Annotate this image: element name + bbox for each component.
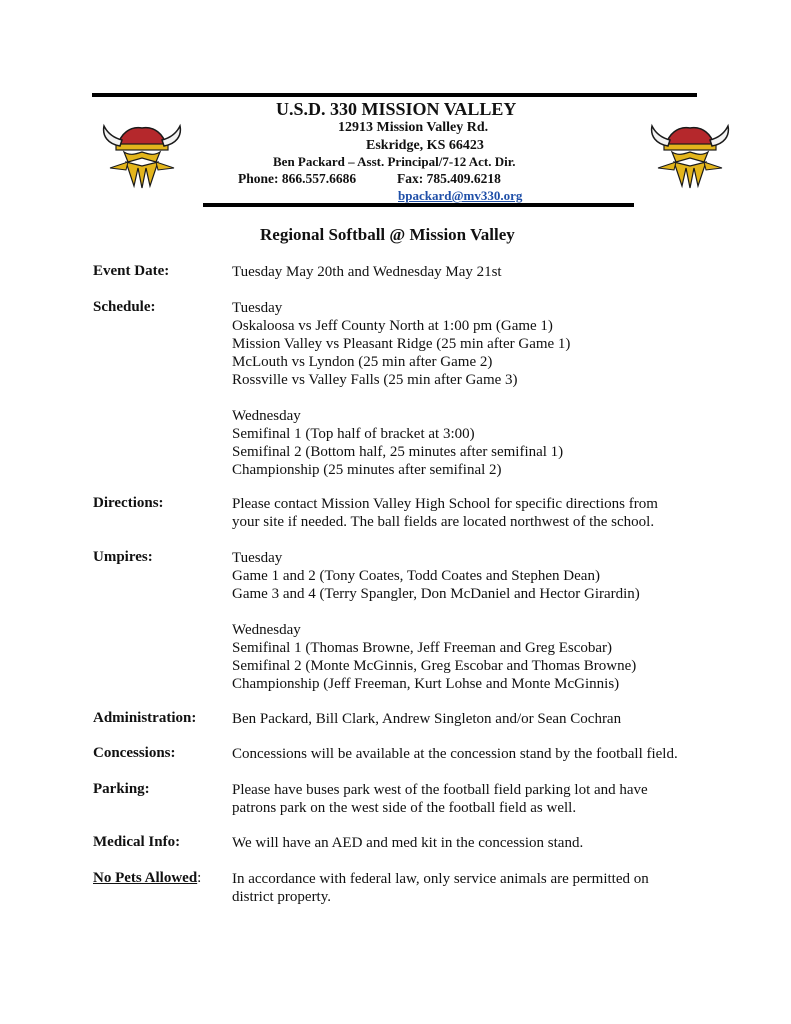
pets-label-colon: :	[197, 870, 202, 886]
umpires-line: Championship (Jeff Freeman, Kurt Lohse and Monte McGinnis)	[232, 676, 620, 692]
administration-value	[232, 710, 712, 728]
schedule-game: McLouth vs Lyndon (25 min after Game 2)	[232, 354, 493, 370]
phone-number: Phone: 866.557.6686	[238, 171, 357, 186]
administration-label: Administration:	[93, 710, 197, 726]
umpires-line: Game 1 and 2 (Tony Coates, Todd Coates and Stephen Dean)	[232, 568, 600, 584]
pets-label	[93, 870, 201, 887]
pets-line: In accordance with federal law, only service animals are permitted on	[232, 871, 649, 887]
pets-line: district property.	[232, 889, 332, 905]
administration-text: Ben Packard, Bill Clark, Andrew Singleton and/or Sean Cochran	[232, 711, 622, 727]
schedule-list	[232, 299, 712, 479]
fax-number: Fax: 785.409.6218	[397, 171, 501, 186]
contact-numbers	[238, 171, 501, 187]
medical-text: We will have an AED and med kit in the concession stand.	[232, 835, 584, 851]
event-date-value	[232, 263, 712, 281]
pets-text	[232, 870, 712, 906]
directions-text	[232, 495, 712, 531]
schedule-day-wednesday: Wednesday	[232, 408, 301, 424]
parking-line: Please have buses park west of the football field parking lot and have	[232, 782, 648, 798]
directions-line: Please contact Mission Valley High School for specific directions from	[232, 496, 658, 512]
document-title: Regional Softball @ Mission Valley	[260, 225, 515, 244]
viking-helmet-icon	[644, 122, 736, 190]
address-line-1: 12913 Mission Valley Rd.	[338, 120, 489, 135]
umpires-line: Semifinal 1 (Thomas Browne, Jeff Freeman and Greg Escobar)	[232, 640, 613, 656]
schedule-game: Rossville vs Valley Falls (25 min after Game 3)	[232, 372, 518, 388]
pets-label-text: No Pets Allowed	[93, 870, 198, 886]
header-bottom-rule	[203, 203, 634, 207]
header-top-rule	[92, 93, 697, 97]
email-link[interactable]: bpackard@mv330.org	[398, 188, 523, 203]
umpires-line: Game 3 and 4 (Terry Spangler, Don McDaniel and Hector Girardin)	[232, 586, 640, 602]
umpires-list	[232, 549, 712, 693]
schedule-game: Oskaloosa vs Jeff County North at 1:00 pm (Game 1)	[232, 318, 553, 334]
umpires-day-tuesday: Tuesday	[232, 550, 283, 566]
schedule-game: Semifinal 1 (Top half of bracket at 3:00)	[232, 426, 475, 442]
parking-label: Parking:	[93, 781, 150, 797]
address-line-2: Eskridge, KS 66423	[366, 138, 484, 153]
schedule-label: Schedule:	[93, 299, 156, 315]
medical-label: Medical Info:	[93, 834, 181, 850]
umpires-label: Umpires:	[93, 549, 153, 565]
org-name: U.S.D. 330 MISSION VALLEY	[276, 99, 517, 119]
schedule-game: Championship (25 minutes after semifinal 2)	[232, 462, 502, 478]
concessions-text: Concessions will be available at the concession stand by the football field.	[232, 746, 678, 762]
schedule-game: Semifinal 2 (Bottom half, 25 minutes after semifinal 1)	[232, 444, 564, 460]
directions-line: your site if needed. The ball fields are located northwest of the school.	[232, 514, 655, 530]
directions-label: Directions:	[93, 495, 164, 511]
parking-text	[232, 781, 712, 817]
concessions-value	[232, 745, 712, 763]
contact-person: Ben Packard – Asst. Principal/7-12 Act. Dir.	[273, 154, 516, 169]
viking-helmet-icon	[96, 122, 188, 190]
schedule-game: Mission Valley vs Pleasant Ridge (25 min after Game 1)	[232, 336, 571, 352]
concessions-label: Concessions:	[93, 745, 176, 761]
umpires-line: Semifinal 2 (Monte McGinnis, Greg Escobar and Thomas Browne)	[232, 658, 637, 674]
schedule-day-tuesday: Tuesday	[232, 300, 283, 316]
parking-line: patrons park on the west side of the football field as well.	[232, 800, 577, 816]
event-date-label: Event Date:	[93, 263, 170, 279]
medical-value	[232, 834, 712, 852]
umpires-day-wednesday: Wednesday	[232, 622, 301, 638]
event-date-text: Tuesday May 20th and Wednesday May 21st	[232, 264, 502, 280]
